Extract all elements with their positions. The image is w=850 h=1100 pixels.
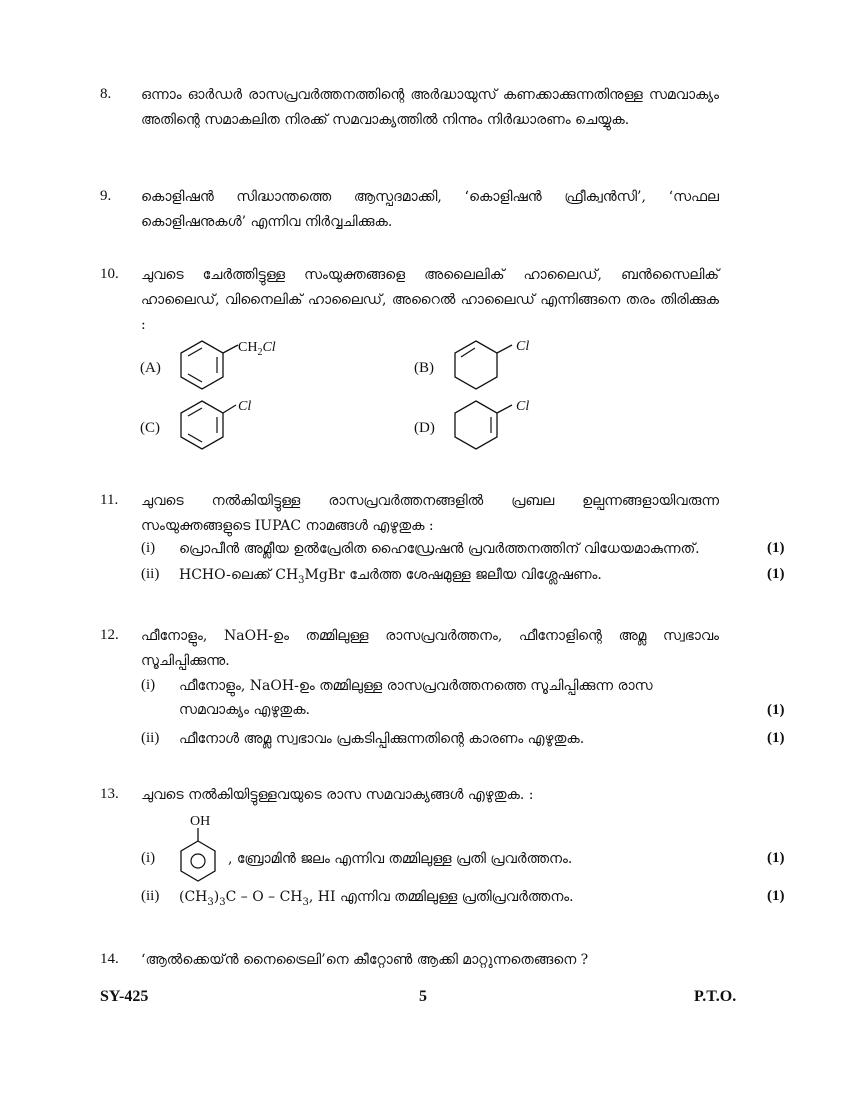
sub-question-label: (i): [141, 850, 156, 866]
marks-label: (1): [767, 702, 785, 718]
question-number: 11.: [100, 492, 119, 508]
ring-double-bond: [188, 434, 202, 442]
substituent-label: Cl: [516, 399, 530, 414]
chlorocyclohexene-structure: [446, 395, 556, 455]
substituent-label: Cl: [238, 399, 252, 414]
sub-question-text: $(CH_3)_3C$ – O – $CH_3$, HI എന്നിവ തമ്മിലുള്ള പ്രതിപ്രവർത്തനം.: [179, 889, 574, 908]
hydroxyl-label: OH: [190, 814, 211, 829]
question-text: കൊളിഷൻ സിദ്ധാന്തത്തെ ആസ്പദമാക്കി, ‘കൊളിഷൻ ഫ്രീക്വൻസി’, ‘സഫല കൊളിഷനുകൾ’ എന്നിവ നിർവ്വചിക്കുക.: [141, 189, 719, 230]
substituent-bond: [497, 405, 512, 413]
question-number: 10.: [100, 266, 119, 282]
benzyl-chloride-structure: [172, 335, 282, 395]
question-text: ‘ആൽക്കെയ്ൻ നൈട്രൈലി’നെ കീറ്റോൺ ആക്കി മാറ്റുന്നതെങ്ങനെ ?: [141, 952, 589, 968]
question-number: 8.: [100, 86, 112, 102]
ring-double-bond: [188, 348, 202, 356]
ring-double-bond: [461, 348, 475, 357]
option-d-label: (D): [414, 420, 435, 436]
sub-question: [141, 677, 785, 727]
question-text: ചുവടെ നൽകിയിട്ടുള്ള രാസപ്രവർത്തനങ്ങളിൽ പ്രബല ഉല്പന്നങ്ങളായിവരുന്ന സംയുക്തങ്ങളുടെ IUPAC നാമങ്ങൾ എഴുതുക :: [141, 493, 719, 534]
sub-question-label: (i): [141, 677, 156, 693]
sub-question: [141, 850, 785, 874]
question-text: ചുവടെ നൽകിയിട്ടുള്ളവയുടെ രാസ സമവാക്യങ്ങൾ എഴുതുക. :: [141, 787, 534, 803]
substituent-label: Cl: [516, 339, 530, 354]
marks-label: (1): [767, 566, 785, 582]
question-text: ചുവടെ ചേർത്തിട്ടുള്ള സംയുക്തങ്ങളെ അലൈലിക് ഹാലൈഡ്, ബൻസൈലിക് ഹാലൈഡ്, വിനൈലിക് ഹാലൈഡ്, അറൈൽ ഹാലൈഡ് എന്നിങ്ങനെ തരം തിരിക്കുക :: [141, 267, 719, 333]
option-b-label: (B): [414, 360, 434, 376]
question-number: 9.: [100, 188, 112, 204]
substituent-label: $CH_2Cl$: [238, 340, 276, 358]
sub-question-label: (ii): [141, 730, 160, 746]
question-text: ഫീനോളും, NaOH-ഉം തമ്മിലുള്ള രാസപ്രവർത്തനം, ഫീനോളിന്റെ അമ്ല സ്വഭാവം സൂചിപ്പിക്കുന്നു.: [141, 628, 719, 669]
sub-question: [141, 730, 785, 754]
marks-label: (1): [767, 850, 785, 866]
page-number: 5: [419, 988, 427, 1005]
question-text: ഒന്നാം ഓർഡർ രാസപ്രവർത്തനത്തിന്റെ അർദ്ധായുസ് കണക്കാക്കുന്നതിനുള്ള സമവാക്യം അതിന്റെ സമാകലിത നിരക്ക് സമവാക്യത്തിൽ നിന്നും നിർദ്ധാരണം ചെയ്യുക.: [141, 87, 719, 128]
sub-question-text: ഫീനോൾ അമ്ല സ്വഭാവം പ്രകടിപ്പിക്കുന്നതിന്റെ കാരണം എഴുതുക.: [179, 731, 585, 747]
chlorobenzene-structure: [172, 395, 282, 455]
chlorocyclohexene-structure: [446, 335, 556, 395]
sub-question: [141, 566, 785, 590]
sub-question-text: HCHO-ലെക്ക് $CH_3MgBr$ ചേർത്ത ശേഷമുള്ള ജലീയ വിശ്ലേഷണം.: [179, 567, 602, 586]
marks-label: (1): [767, 540, 785, 556]
option-c-label: (C): [140, 420, 160, 436]
ring-double-bond: [188, 408, 202, 416]
question-number: 14.: [100, 951, 119, 967]
sub-question: [141, 888, 785, 912]
marks-label: (1): [767, 888, 785, 904]
question-number: 12.: [100, 627, 119, 643]
sub-question-label: (ii): [141, 566, 160, 582]
sub-question: [141, 540, 785, 564]
paper-code: SY-425: [100, 988, 149, 1005]
pto-label: P.T.O.: [694, 988, 737, 1005]
sub-question-label: (ii): [141, 888, 160, 904]
substituent-bond: [223, 345, 238, 353]
substituent-bond: [223, 405, 236, 413]
sub-question-label: (i): [141, 540, 156, 556]
cyclohexene-ring: [455, 341, 497, 389]
question-number: 13.: [100, 786, 119, 802]
substituent-bond: [497, 345, 512, 353]
sub-question-text: , ബ്രോമിൻ ജലം എന്നിവ തമ്മിലുള്ള പ്രതി പ്രവർത്തനം.: [228, 851, 573, 867]
sub-question-text: പ്രൊപീൻ അമ്ലീയ ഉൽപ്രേരിത ഹൈഡ്രേഷൻ പ്രവർത്തനത്തിന് വിധേയമാകുന്നത്.: [179, 541, 700, 557]
ring-double-bond: [188, 374, 202, 382]
marks-label: (1): [767, 730, 785, 746]
option-a-label: (A): [140, 360, 161, 376]
sub-question-text: ഫീനോളും, NaOH-ഉം തമ്മിലുള്ള രാസപ്രവർത്തനത്തെ സൂചിപ്പിക്കുന്ന രാസ സമവാക്യം എഴുതുക.: [179, 678, 653, 718]
